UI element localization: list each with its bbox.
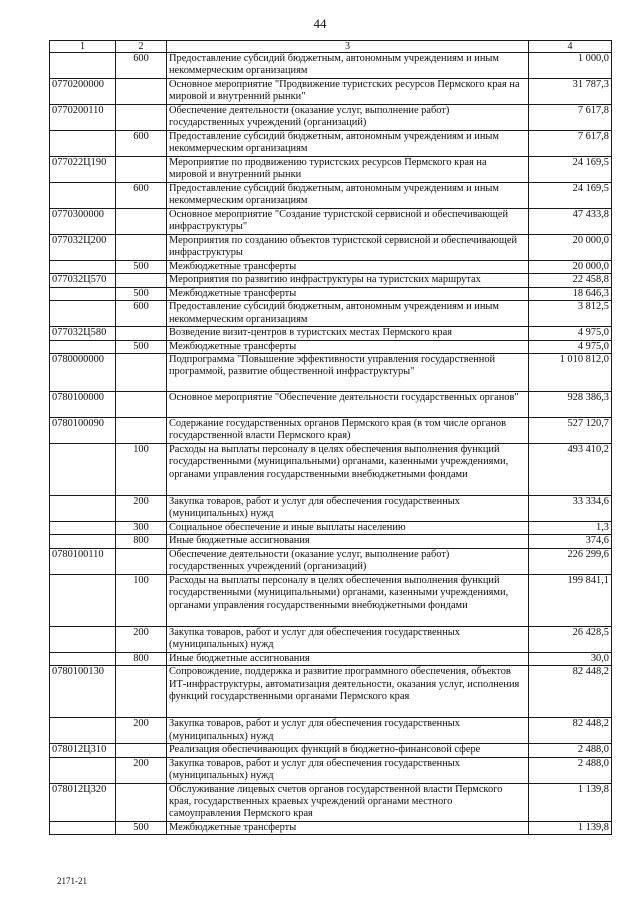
code-cell bbox=[50, 821, 116, 834]
amount-cell: 1 139,8 bbox=[529, 783, 612, 821]
table-row bbox=[50, 522, 612, 535]
expense-type-cell: 600 bbox=[116, 131, 167, 157]
amount-cell: 47 433,8 bbox=[529, 209, 612, 235]
description-cell: Расходы на выплаты персоналу в целях обеспечения выполнения функций государственными (муниципальными) органами, казенными учреждениями, органами управления государственными внебюджетными фондами bbox=[167, 444, 529, 496]
amount-cell: 4 975,0 bbox=[529, 340, 612, 353]
table-row bbox=[50, 157, 612, 183]
expense-type-cell bbox=[116, 354, 167, 392]
code-cell: 0780100130 bbox=[50, 666, 116, 718]
table-row bbox=[50, 666, 612, 718]
code-cell bbox=[50, 340, 116, 353]
code-cell: 077022Ц190 bbox=[50, 157, 116, 183]
code-cell bbox=[50, 652, 116, 665]
page-number: 44 bbox=[313, 16, 327, 31]
description-cell: Подпрограмма "Повышение эффективности управления государственной программой, развитие общественной инфраструктуры" bbox=[167, 354, 529, 392]
table-row bbox=[50, 301, 612, 327]
code-cell: 078012Ц320 bbox=[50, 783, 116, 821]
expense-type-cell bbox=[116, 209, 167, 235]
description-cell: Закупка товаров, работ и услуг для обеспечения государственных (муниципальных) нужд bbox=[167, 718, 529, 744]
table-row bbox=[50, 574, 612, 626]
expense-type-cell bbox=[116, 327, 167, 340]
expense-type-cell: 100 bbox=[116, 444, 167, 496]
expense-type-cell: 500 bbox=[116, 821, 167, 834]
code-cell bbox=[50, 522, 116, 535]
code-cell: 077032Ц570 bbox=[50, 274, 116, 287]
expense-type-cell: 200 bbox=[116, 496, 167, 522]
description-cell: Закупка товаров, работ и услуг для обеспечения государственных (муниципальных) нужд bbox=[167, 626, 529, 652]
table-row bbox=[50, 744, 612, 757]
description-cell: Мероприятие по продвижению туристских ресурсов Пермского края на мировой и внутренний рынки bbox=[167, 157, 529, 183]
table-row bbox=[50, 783, 612, 821]
expense-type-cell bbox=[116, 274, 167, 287]
code-cell bbox=[50, 183, 116, 209]
table-row bbox=[50, 548, 612, 574]
table-row bbox=[50, 183, 612, 209]
description-cell: Расходы на выплаты персоналу в целях обеспечения выполнения функций государственными (муниципальными) органами, казенными учреждениями, органами управления государственными внебюджетными фондами bbox=[167, 574, 529, 626]
expense-type-cell: 800 bbox=[116, 652, 167, 665]
code-cell: 0770200000 bbox=[50, 79, 116, 105]
description-cell: Иные бюджетные ассигнования bbox=[167, 652, 529, 665]
expense-type-cell: 500 bbox=[116, 287, 167, 300]
amount-cell: 2 488,0 bbox=[529, 757, 612, 783]
amount-cell: 31 787,3 bbox=[529, 79, 612, 105]
description-cell: Предоставление субсидий бюджетным, автономным учреждениям и иным некоммерческим организациям bbox=[167, 53, 529, 79]
table-row bbox=[50, 652, 612, 665]
description-cell: Предоставление субсидий бюджетным, автономным учреждениям и иным некоммерческим организациям bbox=[167, 301, 529, 327]
table-row bbox=[50, 535, 612, 548]
table-row bbox=[50, 340, 612, 353]
code-cell bbox=[50, 496, 116, 522]
amount-cell: 928 386,3 bbox=[529, 392, 612, 418]
description-cell: Реализация обеспечивающих функций в бюджетно-финансовой сфере bbox=[167, 744, 529, 757]
expense-type-cell bbox=[116, 79, 167, 105]
header-col-1: 1 bbox=[50, 41, 116, 53]
description-cell: Межбюджетные трансферты bbox=[167, 287, 529, 300]
amount-cell: 493 410,2 bbox=[529, 444, 612, 496]
amount-cell: 33 334,6 bbox=[529, 496, 612, 522]
code-cell bbox=[50, 535, 116, 548]
code-cell bbox=[50, 131, 116, 157]
code-cell bbox=[50, 301, 116, 327]
code-cell: 0780100110 bbox=[50, 548, 116, 574]
expense-type-cell: 500 bbox=[116, 340, 167, 353]
expense-type-cell: 800 bbox=[116, 535, 167, 548]
description-cell: Содержание государственных органов Пермского края (в том числе органов государственной власти Пермского края) bbox=[167, 418, 529, 444]
amount-cell: 1 010 812,0 bbox=[529, 354, 612, 392]
description-cell: Межбюджетные трансферты bbox=[167, 821, 529, 834]
description-cell: Иные бюджетные ассигнования bbox=[167, 535, 529, 548]
expense-type-cell: 600 bbox=[116, 301, 167, 327]
table-row bbox=[50, 327, 612, 340]
amount-cell: 199 841,1 bbox=[529, 574, 612, 626]
expense-type-cell bbox=[116, 783, 167, 821]
description-cell: Мероприятия по созданию объектов туристской сервисной и обеспечивающей инфраструктуры bbox=[167, 235, 529, 261]
code-cell: 077032Ц580 bbox=[50, 327, 116, 340]
code-cell: 077032Ц200 bbox=[50, 235, 116, 261]
document-code: 2171-21 bbox=[57, 876, 87, 886]
description-cell: Обслуживание лицевых счетов органов государственной власти Пермского края, государственных краевых учреждений органами местного самоуправления Пермского края bbox=[167, 783, 529, 821]
code-cell: 0770300000 bbox=[50, 209, 116, 235]
description-cell: Предоставление субсидий бюджетным, автономным учреждениям и иным некоммерческим организациям bbox=[167, 183, 529, 209]
description-cell: Основное мероприятие "Продвижение туристских ресурсов Пермского края на мировой и внутренний рынки" bbox=[167, 79, 529, 105]
expense-type-cell bbox=[116, 235, 167, 261]
expense-type-cell: 300 bbox=[116, 522, 167, 535]
table-row bbox=[50, 274, 612, 287]
description-cell: Межбюджетные трансферты bbox=[167, 261, 529, 274]
expense-type-cell bbox=[116, 548, 167, 574]
table-row bbox=[50, 496, 612, 522]
expense-type-cell bbox=[116, 666, 167, 718]
description-cell: Предоставление субсидий бюджетным, автономным учреждениям и иным некоммерческим организациям bbox=[167, 131, 529, 157]
table-row bbox=[50, 444, 612, 496]
code-cell bbox=[50, 757, 116, 783]
amount-cell: 1 000,0 bbox=[529, 53, 612, 79]
amount-cell: 22 458,8 bbox=[529, 274, 612, 287]
header-col-3: 3 bbox=[167, 41, 529, 53]
amount-cell: 7 617,8 bbox=[529, 131, 612, 157]
code-cell bbox=[50, 53, 116, 79]
code-cell: 078012Ц310 bbox=[50, 744, 116, 757]
expense-type-cell: 100 bbox=[116, 574, 167, 626]
expense-type-cell: 500 bbox=[116, 261, 167, 274]
code-cell bbox=[50, 626, 116, 652]
header-col-2: 2 bbox=[116, 41, 167, 53]
amount-cell: 82 448,2 bbox=[529, 718, 612, 744]
expense-type-cell: 200 bbox=[116, 718, 167, 744]
table-row bbox=[50, 418, 612, 444]
amount-cell: 1 139,8 bbox=[529, 821, 612, 834]
table-row bbox=[50, 105, 612, 131]
amount-cell: 20 000,0 bbox=[529, 261, 612, 274]
amount-cell: 2 488,0 bbox=[529, 744, 612, 757]
amount-cell: 82 448,2 bbox=[529, 666, 612, 718]
description-cell: Межбюджетные трансферты bbox=[167, 340, 529, 353]
table-row bbox=[50, 392, 612, 418]
header-col-4: 4 bbox=[529, 41, 612, 53]
description-cell: Возведение визит-центров в туристских местах Пермского края bbox=[167, 327, 529, 340]
amount-cell: 7 617,8 bbox=[529, 105, 612, 131]
code-cell: 0770200110 bbox=[50, 105, 116, 131]
amount-cell: 3 812,5 bbox=[529, 301, 612, 327]
table-header-row bbox=[50, 41, 612, 53]
description-cell: Обеспечение деятельности (оказание услуг, выполнение работ) государственных учреждений (организаций) bbox=[167, 105, 529, 131]
code-cell bbox=[50, 287, 116, 300]
table-row bbox=[50, 131, 612, 157]
description-cell: Основное мероприятие "Создание туристской сервисной и обеспечивающей инфраструктуры" bbox=[167, 209, 529, 235]
amount-cell: 24 169,5 bbox=[529, 157, 612, 183]
amount-cell: 30,0 bbox=[529, 652, 612, 665]
expense-type-cell: 600 bbox=[116, 53, 167, 79]
expense-type-cell: 600 bbox=[116, 183, 167, 209]
table-row bbox=[50, 287, 612, 300]
table-row bbox=[50, 354, 612, 392]
amount-cell: 4 975,0 bbox=[529, 327, 612, 340]
table-row bbox=[50, 53, 612, 79]
table-row bbox=[50, 626, 612, 652]
table-row bbox=[50, 209, 612, 235]
code-cell: 0780100090 bbox=[50, 418, 116, 444]
expense-type-cell bbox=[116, 105, 167, 131]
description-cell: Основное мероприятие "Обеспечение деятельности государственных органов" bbox=[167, 392, 529, 418]
expense-type-cell bbox=[116, 744, 167, 757]
amount-cell: 18 646,3 bbox=[529, 287, 612, 300]
table-row bbox=[50, 261, 612, 274]
table-row bbox=[50, 821, 612, 834]
description-cell: Закупка товаров, работ и услуг для обеспечения государственных (муниципальных) нужд bbox=[167, 757, 529, 783]
table-row bbox=[50, 757, 612, 783]
table-row bbox=[50, 235, 612, 261]
description-cell: Мероприятия по развитию инфраструктуры на туристских маршрутах bbox=[167, 274, 529, 287]
code-cell bbox=[50, 718, 116, 744]
description-cell: Социальное обеспечение и иные выплаты населению bbox=[167, 522, 529, 535]
description-cell: Закупка товаров, работ и услуг для обеспечения государственных (муниципальных) нужд bbox=[167, 496, 529, 522]
amount-cell: 374,6 bbox=[529, 535, 612, 548]
amount-cell: 1,3 bbox=[529, 522, 612, 535]
description-cell: Обеспечение деятельности (оказание услуг, выполнение работ) государственных учреждений (организаций) bbox=[167, 548, 529, 574]
expense-type-cell bbox=[116, 418, 167, 444]
amount-cell: 20 000,0 bbox=[529, 235, 612, 261]
code-cell: 0780100000 bbox=[50, 392, 116, 418]
expense-type-cell: 200 bbox=[116, 757, 167, 783]
code-cell: 0780000000 bbox=[50, 354, 116, 392]
amount-cell: 527 120,7 bbox=[529, 418, 612, 444]
amount-cell: 24 169,5 bbox=[529, 183, 612, 209]
code-cell bbox=[50, 444, 116, 496]
budget-table bbox=[49, 40, 612, 835]
amount-cell: 226 299,6 bbox=[529, 548, 612, 574]
amount-cell: 26 428,5 bbox=[529, 626, 612, 652]
expense-type-cell: 200 bbox=[116, 626, 167, 652]
table-row bbox=[50, 79, 612, 105]
code-cell bbox=[50, 261, 116, 274]
table-row bbox=[50, 718, 612, 744]
code-cell bbox=[50, 574, 116, 626]
expense-type-cell bbox=[116, 392, 167, 418]
description-cell: Сопровождение, поддержка и развитие программного обеспечения, объектов ИТ-инфраструктуры, автоматизация деятельности, оказания услуг, исполнения функций государственными органами Пермского края bbox=[167, 666, 529, 718]
expense-type-cell bbox=[116, 157, 167, 183]
